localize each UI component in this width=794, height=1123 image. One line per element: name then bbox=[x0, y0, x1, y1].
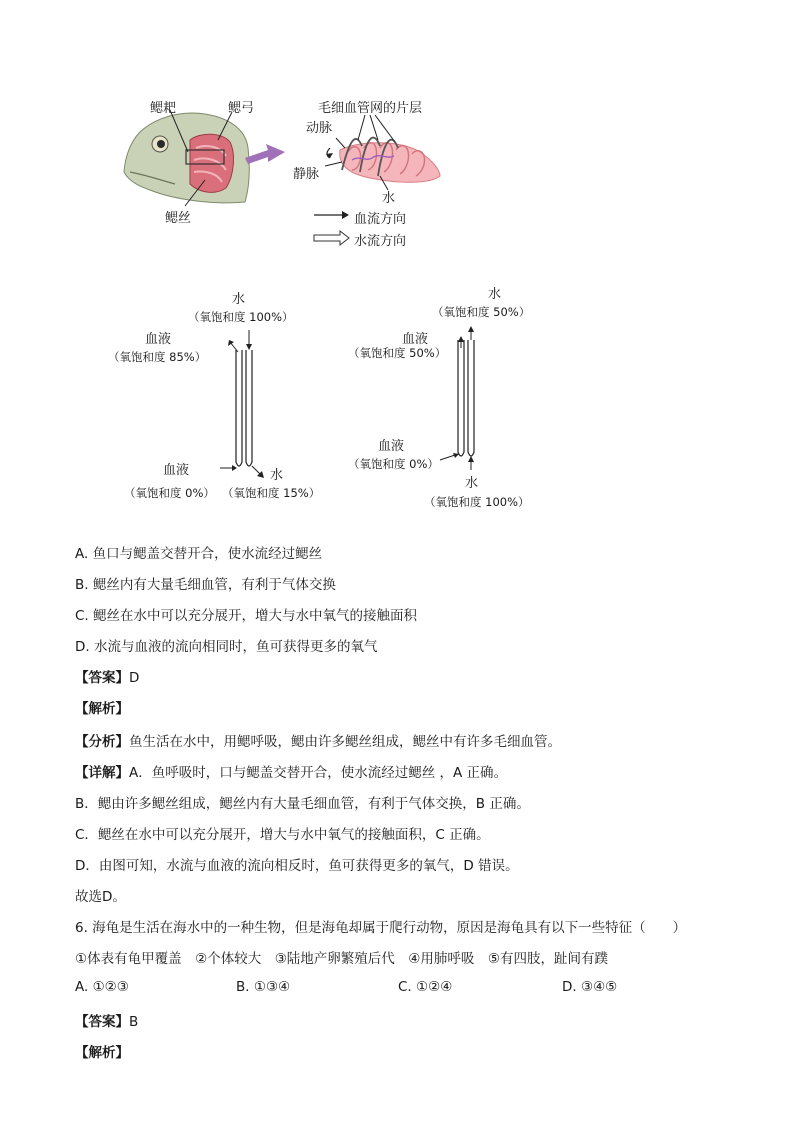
q6-option-d: D. ③④⑤ bbox=[562, 979, 618, 995]
left-water-top-sat: （氧饱和度 100%） bbox=[188, 310, 294, 324]
q5-fenxi-label: 【分析】 bbox=[75, 734, 129, 750]
right-blood-top-sat: （氧饱和度 50%） bbox=[348, 346, 447, 360]
q5-xiangjie bbox=[75, 761, 507, 781]
q6-answer-value: B bbox=[129, 1014, 139, 1030]
label-artery: 动脉 bbox=[306, 121, 333, 136]
left-blood-top-sat: （氧饱和度 85%） bbox=[108, 350, 207, 364]
right-water-top-sat: （氧饱和度 50%） bbox=[432, 305, 531, 319]
label-gill-arch: 鳃弓 bbox=[228, 101, 255, 116]
right-blood-bottom-sat: （氧饱和度 0%） bbox=[348, 457, 439, 471]
left-blood-top: 血液 bbox=[145, 332, 172, 347]
q5-answer-value: D bbox=[129, 670, 140, 686]
label-water: 水 bbox=[382, 191, 396, 206]
q5-fenxi-text: 鱼生活在水中，用鳃呼吸，鳃由许多鳃丝组成，鳃丝中有许多毛细血管。 bbox=[129, 734, 561, 750]
label-gill-filament: 鳃丝 bbox=[165, 211, 192, 226]
q6-answer bbox=[75, 1010, 138, 1030]
q6-option-b: B. ①③④ bbox=[236, 979, 291, 995]
left-tube-water bbox=[246, 350, 252, 466]
q5-xiangjie-label: 【详解】 bbox=[75, 765, 129, 781]
left-water-bottom-sat: （氧饱和度 15%） bbox=[222, 486, 321, 500]
left-water-top: 水 bbox=[232, 292, 246, 307]
q5-option-d: D. 水流与血液的流向相同时，鱼可获得更多的氧气 bbox=[75, 639, 378, 655]
q5-line-d: D．由图可知，水流与血液的流向相反时，鱼可获得更多的氧气，D 错误。 bbox=[75, 858, 519, 874]
q5-answer bbox=[75, 666, 139, 686]
right-tube-blood bbox=[458, 340, 464, 456]
label-capillary-layer: 毛细血管网的片层 bbox=[318, 101, 423, 116]
q5-analysis-label: 【解析】 bbox=[75, 701, 129, 717]
left-blood-bottom-sat: （氧饱和度 0%） bbox=[124, 486, 215, 500]
right-water-bottom: 水 bbox=[465, 476, 479, 491]
q5-option-c: C. 鳃丝在水中可以充分展开，增大与水中氧气的接触面积 bbox=[75, 608, 418, 624]
q6-analysis-label: 【解析】 bbox=[75, 1045, 129, 1061]
label-vein: 静脉 bbox=[293, 167, 320, 182]
q5-xiangjie-a: A．鱼呼吸时，口与鳃盖交替开合，使水流经过鳃丝 ，A 正确。 bbox=[129, 765, 508, 781]
q5-conclusion: 故选D。 bbox=[75, 889, 126, 905]
q6-answer-label: 【答案】 bbox=[75, 1014, 129, 1030]
right-blood-top: 血液 bbox=[402, 332, 429, 347]
q5-fenxi bbox=[75, 730, 561, 750]
right-blood-bottom: 血液 bbox=[378, 439, 405, 454]
left-blood-bottom: 血液 bbox=[163, 463, 190, 478]
left-tube-blood bbox=[236, 350, 242, 466]
legend-water-label: 水流方向 bbox=[354, 234, 407, 249]
q5-line-c: C．鳃丝在水中可以充分展开，增大与水中氧气的接触面积，C 正确。 bbox=[75, 827, 490, 843]
right-water-top: 水 bbox=[488, 287, 502, 302]
right-tube-water bbox=[468, 340, 474, 456]
q6-features: ①体表有龟甲覆盖 ②个体较大 ③陆地产卵繁殖后代 ④用肺呼吸 ⑤有四肢，趾间有蹼 bbox=[75, 951, 609, 967]
q6-stem: 6. 海龟是生活在海水中的一种生物，但是海龟却属于爬行动物，原因是海龟具有以下一些特征（ ） bbox=[75, 920, 687, 936]
label-gill-rake: 鳃耙 bbox=[150, 101, 177, 116]
q6-option-a: A. ①②③ bbox=[75, 979, 129, 995]
left-water-bottom: 水 bbox=[270, 468, 284, 483]
q5-option-b: B. 鳃丝内有大量毛细血管，有利于气体交换 bbox=[75, 577, 336, 593]
q5-line-b: B．鳃由许多鳃丝组成，鳃丝内有大量毛细血管，有利于气体交换，B 正确。 bbox=[75, 796, 530, 812]
legend-blood-label: 血流方向 bbox=[354, 212, 407, 227]
right-water-bottom-sat: （氧饱和度 100%） bbox=[424, 495, 530, 509]
q5-answer-label: 【答案】 bbox=[75, 670, 129, 686]
q5-option-a: A. 鱼口与鳃盖交替开合，使水流经过鳃丝 bbox=[75, 546, 323, 562]
q6-option-c: C. ①②④ bbox=[398, 979, 453, 995]
